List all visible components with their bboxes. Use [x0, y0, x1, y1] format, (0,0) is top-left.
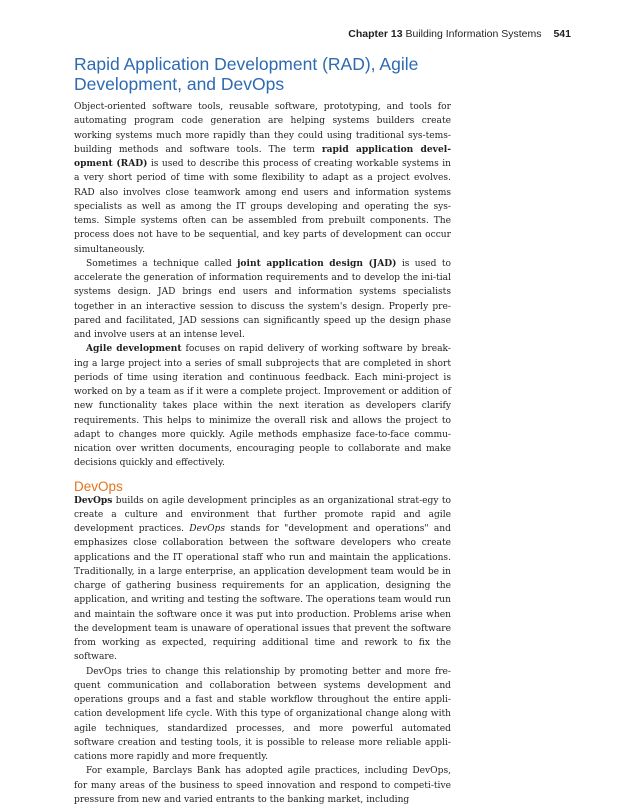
- paragraph-rad: [74, 100, 451, 257]
- page-number: 541: [553, 28, 571, 40]
- key-term-rad: rapid application devel-opment (RAD): [74, 143, 451, 169]
- emphasis-devops: DevOps: [189, 524, 226, 534]
- paragraph-text: Sometimes a technique called: [86, 258, 238, 269]
- paragraph-text: stands for "development and operations" and emphasizes close collaboration between the software developers who create applications and the IT operational staff who run and maintain the applications. Traditionally, in a large enterprise, an application development team would be in charge of gathering business requirements for an application, designing the application, and writing and testing the software. The operations team would run and maintain the software once it was put into production. Problems arise when the development team is unaware of operational issues that prevent the software from working as expected, requiring additional time and rework to fix the software.: [74, 524, 451, 663]
- paragraph-devops-1: [74, 494, 451, 665]
- running-header: [348, 28, 571, 40]
- chapter-title: Building Information Systems: [405, 28, 542, 40]
- section-title-line2: Development, and DevOps: [74, 74, 285, 94]
- paragraph-agile: [74, 342, 451, 470]
- devops-heading: DevOps: [74, 478, 123, 494]
- page-content: [74, 54, 451, 807]
- paragraph-jad: [74, 257, 451, 343]
- key-term-agile: Agile development: [86, 343, 182, 355]
- section-title: [74, 54, 451, 94]
- key-term-devops: DevOps: [74, 494, 113, 506]
- paragraph-devops-2: DevOps tries to change this relationship by promoting better and more fre-quent communication and collaboration between systems development and operations groups and a fast and stable workflow throughout the entire appli-cation development life cycle. With this type of organizational change along with agile techniques, standardized processes, and more powerful automated software creation and testing tools, it is possible to release more reliable appli-cations more rapidly and more frequently.: [74, 666, 451, 762]
- chapter-label: Chapter 13: [348, 28, 403, 40]
- paragraph-text: builds on agile development principles as an organizational strat-egy to create a culture and environment that further promote rapid and agile development practices.: [74, 495, 451, 534]
- paragraph-devops-3: For example, Barclays Bank has adopted agile practices, including DevOps, for many areas of the business to speed innovation and respond to competi-tive pressure from new and varied entrants to the banking market, including: [74, 766, 451, 805]
- paragraph-text: Object-oriented software tools, reusable software, prototyping, and tools for automating program code generation are helping systems builders create working systems much more rapidly than they could using traditional sys-tems-building methods and software tools. The term: [74, 102, 451, 155]
- paragraph-text: is used to describe this process of creating workable systems in a very short period of time with some flexibility to adapt as a project evolves. RAD also involves close teamwork among end users and information systems specialists as well as among the IT groups developing and operating the sys-tems. Simple systems often can be assembled from prebuilt components. The process does not have to be sequential, and key parts of development can occur simultaneously.: [74, 159, 451, 255]
- key-term-jad: joint application design (JAD): [237, 257, 397, 269]
- paragraph-text: focuses on rapid delivery of working software by break-ing a large project into a series of small subprojects that are completed in short periods of time using iteration and continuous feedback. Each mini-project is worked on by a team as if it were a complete project. Improvement or addition of new functionality takes place within the next iteration as developers clarify requirements. This helps to minimize the overall risk and allows the project to adapt to changes more quickly. Agile methods emphasize face-to-face commu-nication over written documents, encouraging people to collaborate and make decisions quickly and effectively.: [74, 344, 451, 469]
- section-title-line1: Rapid Application Development (RAD), Agile: [74, 54, 419, 74]
- paragraph-text: is used to accelerate the generation of information requirements and to develop the ini-tial systems design. JAD brings end users and information systems specialists together in an interactive session to discuss the system's design. Properly pre-pared and facilitated, JAD sessions can significantly speed up the design phase and involve users at an intense level.: [74, 258, 451, 340]
